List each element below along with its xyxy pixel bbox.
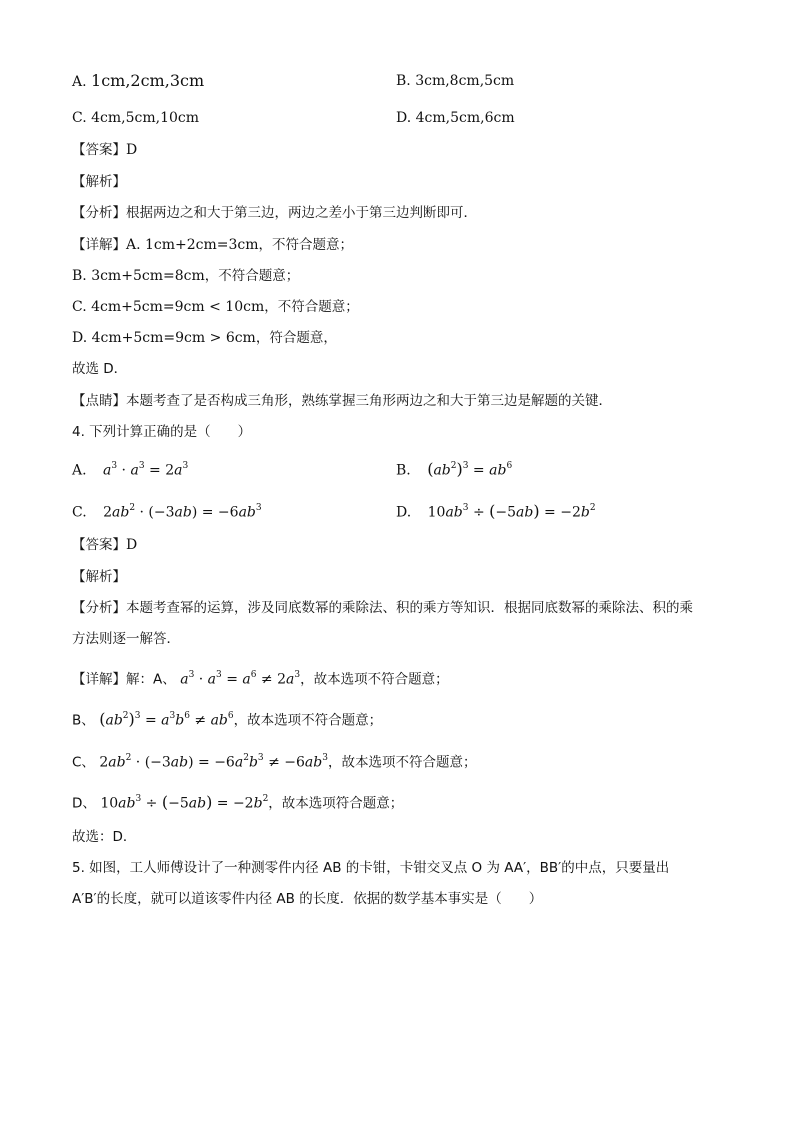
q4-detail-3: C、 $2ab^2 \cdot (-3ab) = -6a^2b^3 \ne -6ab^3$，故本选项不符合题意； xyxy=(72,753,477,771)
q3-conclusion: 故选 D． xyxy=(72,361,128,377)
q4-fenxi-line-2: 方法则逐一解答． xyxy=(72,631,180,647)
q3-dianjing: 【点睛】本题考查了是否构成三角形，熟练掌握三角形两边之和大于第三边是解题的关键． xyxy=(72,393,612,409)
q4-detail-4: D、 $10ab^3 \div (-5ab) = -2b^2$，故本选项符合题意； xyxy=(72,792,404,812)
q3-option-d: D. 4cm,5cm,6cm xyxy=(396,110,515,126)
q5-stem-line-1: 5. 如图，工人师傅设计了一种测零件内径 AB 的卡钳，卡钳交叉点 O 为 AA′，BB′的中点，只要量出 xyxy=(72,860,670,876)
q3-answer: 【答案】D xyxy=(72,142,138,158)
q4-conclusion: 故选：D． xyxy=(72,829,137,845)
q3-analysis-heading: 【解析】 xyxy=(72,174,126,190)
q5-stem-line-2: A′B′的长度，就可以道该零件内径 AB 的长度．依据的数学基本事实是（ ） xyxy=(72,891,543,907)
q3-detail-4: D. 4cm+5cm=9cm > 6cm，符合题意， xyxy=(72,330,337,346)
q4-option-b: B. $(ab^2)^3 = ab^6$ xyxy=(396,459,513,479)
q4-analysis-heading: 【解析】 xyxy=(72,569,126,585)
q4-fenxi-line-1: 【分析】本题考查幂的运算，涉及同底数幂的乘除法、积的乘方等知识．根据同底数幂的乘除法、积的乘 xyxy=(72,600,693,616)
q4-option-d: D. $10ab^3 \div (-5ab) = -2b^2$ xyxy=(396,501,596,521)
q4-detail-1: 【详解】解：A、 $a^3 \cdot a^3 = a^6 \ne 2a^3$，故本选项不符合题意； xyxy=(72,670,449,688)
q4-option-a: A. $a^3 \cdot a^3 = 2a^3$ xyxy=(72,461,189,479)
q3-detail-2: B. 3cm+5cm=8cm，不符合题意； xyxy=(72,268,300,284)
q3-option-a: A. 1cm,2cm,3cm xyxy=(72,71,205,90)
q3-fenxi: 【分析】根据两边之和大于第三边，两边之差小于第三边判断即可． xyxy=(72,205,477,221)
q3-detail-3: C. 4cm+5cm=9cm < 10cm，不符合题意； xyxy=(72,299,359,315)
answer-tag: 【答案】 xyxy=(72,142,126,158)
q3-option-c: C. 4cm,5cm,10cm xyxy=(72,110,200,126)
q4-option-c: C. $2ab^2 \cdot (-3ab) = -6ab^3$ xyxy=(72,503,262,521)
q3-detail-1: 【详解】A. 1cm+2cm=3cm，不符合题意； xyxy=(72,237,354,253)
q3-option-b: B. 3cm,8cm,5cm xyxy=(396,73,515,89)
q4-stem: 4. 下列计算正确的是（ ） xyxy=(72,424,252,440)
q4-detail-2: B、 $(ab^2)^3 = a^3b^6 \ne ab^6$，故本选项不符合题意； xyxy=(72,709,383,729)
q4-answer: 【答案】D xyxy=(72,537,138,553)
